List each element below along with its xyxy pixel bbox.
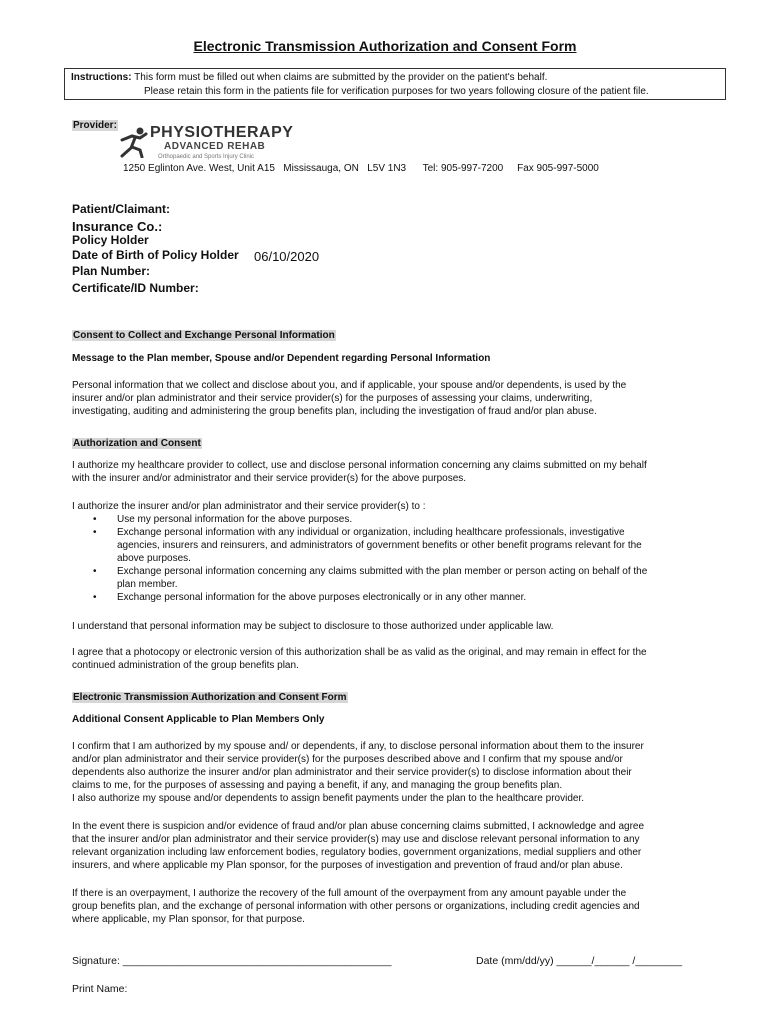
electronic-paragraph-3: If there is an overpayment, I authorize the recovery of the full amount of the overpayment from any amount payable under the group benefits plan, and the exchange of personal information with other persons or organizations, including credit agencies and where applicable, my Plan sponsor, for that purpose. <box>72 888 640 925</box>
authorization-paragraph-1: I authorize my healthcare provider to collect, use and disclose personal information concerning any claims submitted on my behalf with the insurer and/or administrator and their service provider(s) for the above purposes. <box>72 460 647 484</box>
policy-holder-label: Policy Holder <box>72 233 149 247</box>
instructions-label: Instructions: <box>71 72 132 83</box>
signature-field[interactable]: Signature: ______________________________________________ <box>72 955 392 967</box>
provider-address: 1250 Eglinton Ave. West, Unit A15 Mississauga, ON L5V 1N3 Tel: 905-997-7200 Fax 905-997-5000 <box>123 163 599 174</box>
list-item: • Exchange personal information with any individual or organization, including healthcare professionals, investigative agencies, insurers and reinsurers, and administrators of government benefits or other benefit programs relevant for the above purposes. <box>72 526 722 565</box>
electronic-heading: Electronic Transmission Authorization and Consent Form <box>73 692 347 703</box>
provider-logo <box>118 124 318 162</box>
additional-consent-heading: Additional Consent Applicable to Plan Members Only <box>72 714 325 725</box>
form-title: Electronic Transmission Authorization and Consent Form <box>193 38 577 54</box>
electronic-paragraph-1: I confirm that I am authorized by my spouse and/ or dependents, if any, to disclose personal information about them to the insurer and/or plan administrator and their service provider(s) for the purposes described above and I confirm that my spouse and/or dependents also authorize the insurer and/or plan administrator and their service provider(s) to disclose information about their claims to me, for the purposes of assessing and paying a benefit, if any, and managing the group benefits plan. I also authorize my spouse and/or dependents to assign benefit payments under the plan to the healthcare provider. <box>72 741 644 804</box>
instructions-box <box>64 68 726 100</box>
plan-number-label: Plan Number: <box>72 264 151 278</box>
list-item: • Exchange personal information for the above purposes electronically or in any other manner. <box>72 591 722 604</box>
message-heading: Message to the Plan member, Spouse and/or Dependent regarding Personal Information <box>72 353 491 364</box>
electronic-paragraph-2: In the event there is suspicion and/or evidence of fraud and/or plan abuse concerning claims submitted, I acknowledge and agree that the insurer and/or plan administrator and their service provider(s) may use and disclose relevant personal information to any relevant organization including law enforcement bodies, regulatory bodies, government organizations, medial suppliers and other insurers, and where applicable my Plan sponsor, for the purposes of investigation and prevention of fraud and/or plan abuse. <box>72 821 645 871</box>
authorization-paragraph-3: I understand that personal information may be subject to disclosure to those authorized under applicable law. <box>72 621 554 632</box>
dob-label: Date of Birth of Policy Holder <box>72 248 239 262</box>
authorization-bullets <box>72 513 722 604</box>
authorization-heading: Authorization and Consent <box>73 438 201 449</box>
logo-line-1: PHYSIOTHERAPY <box>150 124 294 141</box>
instructions-line-2: Please retain this form in the patients file for verification purposes for two years following closure of the patient file. <box>144 86 649 97</box>
date-field[interactable]: Date (mm/dd/yy) ______/______ /________ <box>476 955 683 967</box>
list-item: • Exchange personal information concerning any claims submitted with the plan member or person acting on behalf of the plan member. <box>72 565 722 591</box>
runner-icon <box>118 126 150 158</box>
authorization-paragraph-2: I authorize the insurer and/or plan administrator and their service provider(s) to : <box>72 501 426 512</box>
list-item: • Use my personal information for the above purposes. <box>72 513 722 526</box>
insurance-co-label: Insurance Co.: <box>72 219 163 234</box>
patient-claimant-label: Patient/Claimant: <box>72 202 171 216</box>
logo-line-2: ADVANCED REHAB <box>164 141 266 152</box>
certificate-id-label: Certificate/ID Number: <box>72 281 199 295</box>
authorization-paragraph-4: I agree that a photocopy or electronic version of this authorization shall be as valid as the original, and may remain in effect for the continued administration of the group benefits plan. <box>72 647 647 671</box>
instructions-line-1: This form must be filled out when claims are submitted by the provider on the patient's behalf. <box>134 72 548 83</box>
print-name-field[interactable]: Print Name: <box>72 983 128 995</box>
dob-value[interactable]: 06/10/2020 <box>254 249 320 264</box>
consent-heading: Consent to Collect and Exchange Personal Information <box>73 330 335 341</box>
logo-line-3: Orthopaedic and Sports Injury Clinic <box>158 154 255 160</box>
provider-label: Provider: <box>73 120 117 131</box>
message-paragraph: Personal information that we collect and disclose about you, and if applicable, your spouse and/or dependents, is used by the insurer and/or plan administrator and their service provider(s) for the purposes of assessing your claims, underwriting, investigating, auditing and administering the group benefits plan, including the investigation of fraud and/or plan abuse. <box>72 380 627 417</box>
